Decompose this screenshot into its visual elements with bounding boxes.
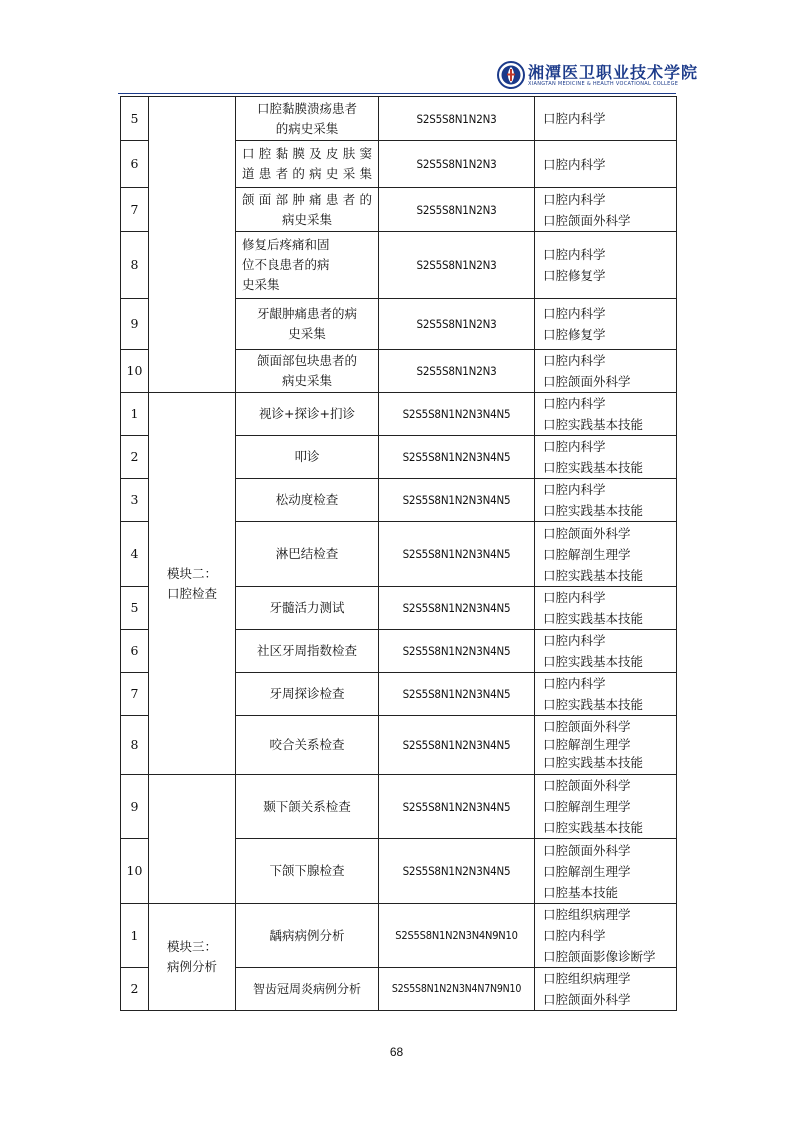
module-cell-continued — [149, 97, 236, 393]
college-english-name: XIANGTAN MEDICINE & HEALTH VOCATIONAL COLLEGE — [528, 81, 679, 87]
module-cell-continued — [149, 775, 236, 904]
course-list: 口腔内科学 口腔修复学 — [535, 232, 677, 299]
project-name: 颌面部肿痛患者的 病史采集 — [236, 188, 379, 232]
project-name: 颞下颌关系检查 — [236, 775, 379, 839]
project-name: 智齿冠周炎病例分析 — [236, 968, 379, 1011]
project-name: 口腔黏膜溃疡患者 的病史采集 — [236, 97, 379, 141]
page-number: 68 — [389, 1045, 404, 1059]
row-number: 7 — [121, 673, 149, 716]
module-cell: 模块二： 口腔检查 — [149, 393, 236, 775]
row-number: 1 — [121, 393, 149, 436]
project-name: 淋巴结检查 — [236, 522, 379, 587]
project-name: 咬合关系检查 — [236, 716, 379, 775]
row-number: 4 — [121, 522, 149, 587]
table-row — [121, 775, 677, 839]
curriculum-table — [120, 96, 677, 1011]
competency-code: S2S5S8N1N2N3N4N5 — [379, 716, 535, 775]
table-row — [121, 904, 677, 968]
competency-code: S2S5S8N1N2N3N4N5 — [379, 673, 535, 716]
course-list: 口腔内科学 口腔颌面外科学 — [535, 188, 677, 232]
row-number: 2 — [121, 436, 149, 479]
competency-code: S2S5S8N1N2N3N4N5 — [379, 839, 535, 904]
course-list: 口腔颌面外科学 口腔解剖生理学 口腔实践基本技能 — [535, 716, 677, 775]
project-name: 叩诊 — [236, 436, 379, 479]
competency-code: S2S5S8N1N2N3N4N5 — [379, 522, 535, 587]
competency-code: S2S5S8N1N2N3N4N9N10 — [379, 904, 535, 968]
course-list: 口腔内科学 口腔实践基本技能 — [535, 587, 677, 630]
course-list: 口腔内科学 口腔实践基本技能 — [535, 630, 677, 673]
row-number: 8 — [121, 232, 149, 299]
row-number: 7 — [121, 188, 149, 232]
competency-code: S2S5S8N1N2N3N4N5 — [379, 393, 535, 436]
project-name: 视诊+探诊+扪诊 — [236, 393, 379, 436]
row-number: 1 — [121, 904, 149, 968]
course-list: 口腔内科学 口腔实践基本技能 — [535, 479, 677, 522]
competency-code: S2S5S8N1N2N3N4N5 — [379, 630, 535, 673]
project-name: 龋病病例分析 — [236, 904, 379, 968]
course-list: 口腔内科学 — [535, 97, 677, 141]
row-number: 9 — [121, 299, 149, 350]
project-name: 牙髓活力测试 — [236, 587, 379, 630]
project-name: 牙龈肿痛患者的病 史采集 — [236, 299, 379, 350]
course-list: 口腔组织病理学 口腔颌面外科学 — [535, 968, 677, 1011]
row-number: 5 — [121, 97, 149, 141]
table-row — [121, 393, 677, 436]
competency-code: S2S5S8N1N2N3 — [379, 299, 535, 350]
course-list: 口腔颌面外科学 口腔解剖生理学 口腔基本技能 — [535, 839, 677, 904]
row-number: 8 — [121, 716, 149, 775]
row-number: 2 — [121, 968, 149, 1011]
course-list: 口腔内科学 口腔实践基本技能 — [535, 673, 677, 716]
project-name: 颌面部包块患者的 病史采集 — [236, 350, 379, 393]
row-number: 5 — [121, 587, 149, 630]
course-list: 口腔组织病理学 口腔内科学 口腔颌面影像诊断学 — [535, 904, 677, 968]
project-name: 下颌下腺检查 — [236, 839, 379, 904]
competency-code: S2S5S8N1N2N3N4N5 — [379, 436, 535, 479]
row-number: 9 — [121, 775, 149, 839]
course-list: 口腔颌面外科学 口腔解剖生理学 口腔实践基本技能 — [535, 522, 677, 587]
competency-code: S2S5S8N1N2N3N4N7N9N10 — [379, 968, 535, 1011]
project-name: 社区牙周指数检查 — [236, 630, 379, 673]
course-list: 口腔内科学 口腔实践基本技能 — [535, 393, 677, 436]
course-list: 口腔内科学 — [535, 141, 677, 188]
competency-code: S2S5S8N1N2N3N4N5 — [379, 479, 535, 522]
row-number: 10 — [121, 839, 149, 904]
course-list: 口腔颌面外科学 口腔解剖生理学 口腔实践基本技能 — [535, 775, 677, 839]
project-name: 牙周探诊检查 — [236, 673, 379, 716]
project-name: 松动度检查 — [236, 479, 379, 522]
row-number: 6 — [121, 630, 149, 673]
row-number: 6 — [121, 141, 149, 188]
college-logo-icon — [497, 61, 525, 89]
header-divider — [118, 93, 676, 94]
competency-code: S2S5S8N1N2N3 — [379, 141, 535, 188]
college-name: 湘潭医卫职业技术学院 — [528, 63, 699, 82]
module-cell: 模块三： 病例分析 — [149, 904, 236, 1011]
competency-code: S2S5S8N1N2N3 — [379, 97, 535, 141]
table-row — [121, 97, 677, 141]
project-name: 口腔黏膜及皮肤窦 道患者的病史采集 — [236, 141, 379, 188]
row-number: 3 — [121, 479, 149, 522]
course-list: 口腔内科学 口腔修复学 — [535, 299, 677, 350]
project-name: 修复后疼痛和固 位不良患者的病 史采集 — [236, 232, 379, 299]
competency-code: S2S5S8N1N2N3 — [379, 232, 535, 299]
row-number: 10 — [121, 350, 149, 393]
competency-code: S2S5S8N1N2N3 — [379, 350, 535, 393]
competency-code: S2S5S8N1N2N3N4N5 — [379, 775, 535, 839]
competency-code: S2S5S8N1N2N3 — [379, 188, 535, 232]
course-list: 口腔内科学 口腔颌面外科学 — [535, 350, 677, 393]
course-list: 口腔内科学 口腔实践基本技能 — [535, 436, 677, 479]
competency-code: S2S5S8N1N2N3N4N5 — [379, 587, 535, 630]
